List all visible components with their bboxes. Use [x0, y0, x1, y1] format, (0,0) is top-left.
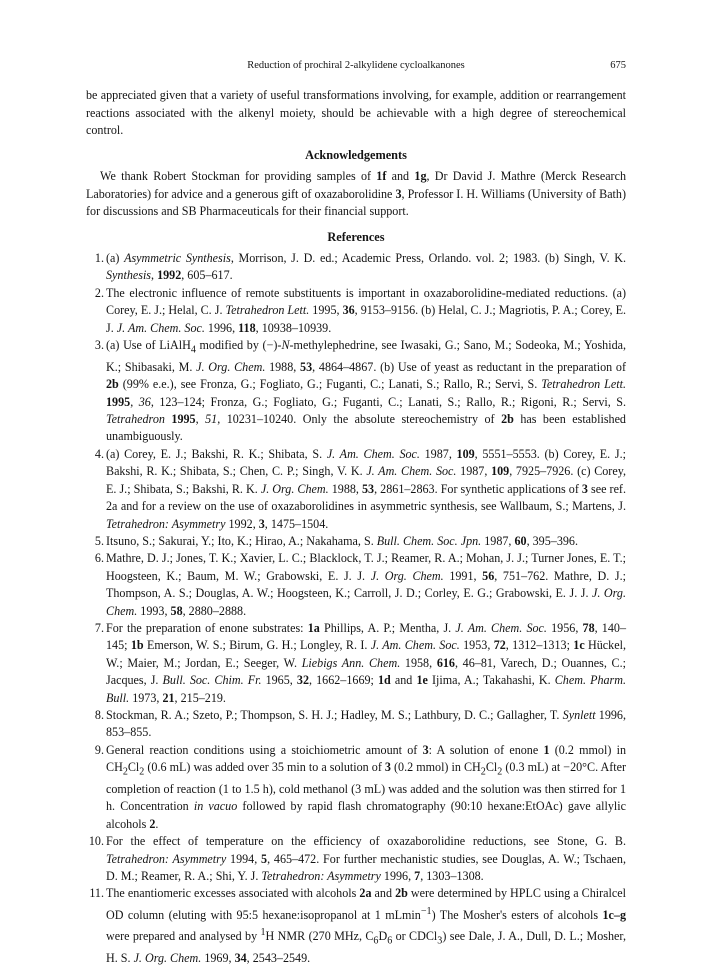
- reference-fragment: Liebigs Ann. Chem.: [301, 655, 401, 670]
- reference-fragment: 3: [258, 516, 265, 531]
- reference-fragment: J. Am. Chem. Soc.: [366, 464, 457, 479]
- reference-fragment: 72: [493, 638, 506, 653]
- reference-fragment: 1996,: [204, 320, 239, 335]
- reference-fragment: has been established unambiguously.: [106, 412, 626, 444]
- reference-fragment: 1e: [416, 673, 428, 688]
- reference-number: 3 .: [86, 337, 104, 354]
- reference-fragment: 1a: [307, 620, 320, 635]
- reference-fragment: 1953,: [459, 638, 494, 653]
- reference-item: [86, 446, 626, 533]
- reference-fragment: 36: [138, 394, 151, 409]
- reference-text: [106, 250, 626, 285]
- reference-fragment: J. Am. Chem. Soc.: [370, 638, 460, 653]
- reference-fragment: 2: [139, 766, 145, 778]
- reference-fragment: , 2861–2863. For synthetic applications of: [374, 481, 582, 496]
- reference-item: [86, 533, 626, 550]
- reference-fragment: , 2880–2888.: [182, 603, 247, 618]
- reference-fragment: , 10938–10939.: [255, 320, 332, 335]
- reference-fragment: Tetrahedron: Asymmetry: [106, 516, 226, 531]
- reference-fragment: 3: [437, 935, 443, 947]
- reference-fragment: , 605–617.: [181, 268, 233, 283]
- reference-fragment: 1995: [171, 412, 196, 427]
- reference-fragment: General reaction conditions using a stoichiometric amount of: [106, 742, 423, 757]
- acknowledgements-paragraph: [86, 168, 626, 221]
- reference-fragment: 1995: [106, 394, 131, 409]
- running-head: [86, 60, 626, 76]
- reference-fragment: , 2543–2549.: [246, 951, 311, 966]
- reference-fragment: or CDCl: [392, 929, 438, 944]
- reference-number: 7 .: [86, 620, 104, 637]
- reference-fragment: 36: [342, 303, 355, 318]
- reference-fragment: , 1475–1504.: [264, 516, 329, 531]
- reference-fragment: 616: [436, 655, 455, 670]
- reference-fragment: 1965,: [261, 673, 297, 688]
- reference-fragment: Synthesis: [106, 268, 152, 283]
- reference-fragment: N: [281, 338, 290, 353]
- reference-fragment: (a): [106, 251, 125, 265]
- reference-fragment: (0.2 mmol) in CH: [106, 742, 626, 775]
- reference-fragment: J. Org. Chem.: [196, 359, 266, 374]
- reference-item: [86, 885, 626, 967]
- reference-fragment: Mathre, D. J.; Jones, T. K.; Xavier, L. C.; Blacklock, T. J.; Reamer, R. A.; Mohan, J. J.; Turner Jones, E. T.; Hoogsteen, K.; Baum, M. W.; Grabowski, E. J. J.: [106, 551, 626, 583]
- reference-fragment: Tetrahedron Lett.: [225, 303, 310, 318]
- reference-fragment: : A solution of enone: [428, 742, 544, 757]
- reference-fragment: 3: [581, 481, 588, 496]
- reference-fragment: , 10231–10240. Only the absolute stereochemistry of: [217, 412, 502, 427]
- reference-fragment: 3: [422, 742, 429, 757]
- reference-fragment: , Morrison, J. D. ed.; Academic Press, Orlando. vol. 2; 1983. (b) Singh, V. K.: [230, 251, 626, 265]
- reference-fragment: 1996, 853–855.: [106, 707, 626, 740]
- reference-fragment: , 465–472. For further mechanistic studies, see Douglas, A. W.; Tschaen, D. M.; Reamer, R. A.; Shi, Y. J.: [106, 851, 626, 884]
- reference-fragment: modified by (−)-: [195, 338, 282, 353]
- compound-label: 1f: [376, 169, 387, 183]
- reference-fragment: The enantiomeric excesses associated with alcohols: [106, 886, 360, 901]
- reference-fragment: , 7925–7926. (c) Corey, E. J.; Shibata, S.; Bakshi, R. K.: [106, 464, 626, 496]
- reference-item: [86, 337, 626, 446]
- reference-fragment: Tetrahedron Lett.: [541, 377, 626, 392]
- reference-fragment: J. Org. Chem.: [133, 951, 202, 966]
- reference-fragment: .: [155, 816, 159, 831]
- reference-text: [106, 533, 626, 550]
- reference-item: [86, 620, 626, 707]
- reference-fragment: 2b: [501, 412, 514, 427]
- reference-fragment: D: [378, 929, 388, 944]
- reference-fragment: , 46–81, Varech, D.; Ouannes, C.; Jacques, J.: [106, 655, 626, 688]
- reference-fragment: 2: [122, 766, 128, 778]
- reference-fragment: 2a: [359, 886, 372, 901]
- reference-number: 8 .: [86, 707, 104, 724]
- reference-fragment: , 5551–5553. (b) Corey, E. J.; Bakshi, R. K.; Shibata, S.; Chen, C. P.; Singh, V. K.: [106, 446, 626, 479]
- running-head-title: Reduction of prochiral 2-alkylidene cycloalkanones: [247, 60, 465, 71]
- reference-item: [86, 707, 626, 742]
- reference-fragment: 1993,: [137, 603, 171, 618]
- reference-fragment: 7: [414, 869, 421, 884]
- reference-fragment: Cl: [127, 760, 140, 775]
- reference-fragment: 60: [514, 533, 527, 548]
- reference-fragment: 78: [582, 620, 595, 635]
- reference-fragment: , 140–145;: [106, 620, 626, 653]
- reference-fragment: 53: [362, 481, 375, 496]
- reference-item: [86, 742, 626, 833]
- reference-fragment: 1b: [130, 638, 144, 653]
- reference-text: [106, 550, 626, 620]
- reference-fragment: 1992: [157, 268, 182, 283]
- reference-fragment: Tetrahedron: Asymmetry: [106, 851, 227, 866]
- reference-text: [106, 446, 626, 533]
- reference-fragment: 2b: [395, 886, 408, 901]
- reference-fragment: , 215–219.: [174, 690, 226, 705]
- reference-fragment: 6: [387, 935, 393, 947]
- reference-fragment: 1987,: [481, 533, 515, 548]
- reference-fragment: For the effect of temperature on the efficiency of oxazaborolidine reductions, see Stone, G. B.: [106, 834, 626, 849]
- reference-fragment: 109: [456, 446, 475, 461]
- reference-fragment: (a) Use of LiAlH: [106, 338, 191, 353]
- references-heading: References: [327, 230, 385, 244]
- reference-text: [106, 885, 626, 967]
- reference-fragment: 2: [497, 766, 503, 778]
- reference-item: [86, 285, 626, 337]
- reference-text: [106, 620, 626, 707]
- reference-fragment: 1988,: [265, 359, 301, 374]
- reference-fragment: 5: [261, 851, 268, 866]
- reference-item: [86, 550, 626, 620]
- reference-fragment: 6: [373, 935, 379, 947]
- reference-fragment: Chem. Pharm. Bull.: [106, 673, 627, 705]
- reference-fragment: in vacuo: [193, 799, 238, 814]
- compound-label: 1g: [414, 169, 427, 183]
- reference-number: 11 .: [86, 885, 104, 902]
- reference-fragment: Emerson, W. S.; Birum, G. H.; Longley, R. I.: [143, 638, 371, 653]
- compound-label: 3: [395, 186, 402, 201]
- reference-fragment: Stockman, R. A.; Szeto, P.; Thompson, S. H. J.; Hadley, M. S.; Lathbury, D. C.; Gallagher, T.: [106, 707, 563, 722]
- reference-text: [106, 742, 626, 833]
- reference-item: [86, 250, 626, 285]
- reference-fragment: 4: [190, 344, 196, 356]
- reference-fragment: 1988,: [328, 481, 362, 496]
- reference-fragment: 53: [300, 359, 313, 374]
- reference-fragment: 1996,: [380, 869, 415, 884]
- reference-fragment: -methylephedrine, see Iwasaki, G.; Sano, M.; Sodeoka, M.; Yoshida, K.; Shibasaki, M.: [106, 338, 627, 374]
- reference-fragment: were prepared and analysed by: [106, 929, 261, 944]
- reference-fragment: 32: [296, 673, 309, 688]
- reference-fragment: (0.6 mL) was added over 35 min to a solution of: [144, 760, 385, 775]
- reference-fragment: 1992,: [225, 516, 259, 531]
- reference-fragment: , 1303–1308.: [420, 869, 484, 884]
- reference-fragment: 3: [384, 760, 391, 775]
- reference-fragment: J. Am. Chem. Soc.: [326, 446, 420, 461]
- reference-number: 9 .: [86, 742, 104, 759]
- reference-text: [106, 833, 626, 885]
- reference-number: 5 .: [86, 533, 104, 550]
- reference-fragment: Synlett: [562, 707, 596, 722]
- reference-fragment: , 751–762. Mathre, D. J.; Thompson, A. S.; Douglas, A. W.; Hoogsteen, K.; Carroll, J. D.; Corley, E. G.; Grabowski, E. J. J.: [106, 568, 626, 601]
- reference-fragment: ) see Dale, J. A., Dull, D. L.; Mosher, H. S.: [106, 929, 626, 966]
- reference-fragment: 1987,: [419, 446, 457, 461]
- reference-fragment: 109: [491, 464, 510, 479]
- reference-fragment: J. Org. Chem.: [260, 481, 329, 496]
- reference-fragment: 1d: [378, 673, 391, 688]
- reference-fragment: ) The Mosher's esters of alcohols: [431, 907, 603, 922]
- reference-fragment: ,: [151, 268, 158, 283]
- reference-text: [106, 337, 626, 446]
- reference-number: 1 .: [86, 250, 104, 267]
- reference-fragment: and: [371, 886, 396, 901]
- reference-fragment: 21: [162, 690, 175, 705]
- reference-fragment: For the preparation of enone substrates:: [106, 620, 308, 635]
- reference-number: 2 .: [86, 285, 104, 302]
- reference-fragment: were determined by HPLC using a Chiralcel OD column (eluting with 95:5 hexane:isopropanol at 1 mLmin: [106, 886, 627, 922]
- reference-fragment: 1: [543, 742, 550, 757]
- reference-number: 6 .: [86, 550, 104, 567]
- reference-fragment: 1973,: [129, 690, 163, 705]
- ack-text: and: [386, 169, 415, 183]
- reference-fragment: 1958,: [400, 655, 437, 670]
- reference-fragment: (0.3 mL) at −20°C. After completion of reaction (1 to 1.5 h), cold methanol (3 mL) was added and the solution was then stirred for 1 h. Concentration: [106, 760, 626, 814]
- reference-fragment: Ijima, A.; Takahashi, K.: [427, 673, 555, 688]
- reference-fragment: 1: [260, 927, 266, 939]
- reference-fragment: The electronic influence of remote substituents is important in oxazaborolidine-mediated reductions. (a) Corey, E. J.; Helal, C. J.: [106, 285, 626, 318]
- reference-fragment: , 1662–1669;: [309, 673, 378, 688]
- reference-fragment: −1: [420, 905, 432, 917]
- ack-text: , Professor I. H. Williams (University of Bath) for discussions and SB Pharmaceuticals for their financial support.: [86, 186, 626, 219]
- reference-fragment: (99% e.e.), see Fronza, G.; Fogliato, G.; Fuganti, C.; Lanati, S.; Rallo, R.; Servi, S.: [118, 377, 542, 392]
- reference-fragment: Hückel, W.; Maier, M.; Jordan, E.; Seeger, W.: [106, 638, 626, 670]
- reference-fragment: , 4864–4867. (b) Use of yeast as reductant in the preparation of: [312, 359, 626, 374]
- reference-fragment: J. Am. Chem. Soc.: [455, 620, 547, 635]
- reference-fragment: 58: [170, 603, 183, 618]
- reference-fragment: 51: [205, 412, 218, 427]
- reference-fragment: 1c: [573, 638, 585, 653]
- reference-fragment: 2: [149, 816, 156, 831]
- reference-text: [106, 707, 626, 742]
- reference-fragment: 1969,: [201, 951, 235, 966]
- reference-fragment: Asymmetric Synthesis: [124, 251, 231, 265]
- reference-fragment: , 395–396.: [526, 533, 578, 548]
- reference-fragment: Tetrahedron: [106, 412, 165, 427]
- acknowledgements-heading: Acknowledgements: [305, 148, 407, 162]
- ack-text: We thank Robert Stockman for providing samples of: [100, 169, 377, 183]
- reference-fragment: J. Am. Chem. Soc.: [116, 320, 205, 335]
- reference-fragment: ,: [195, 412, 206, 427]
- reference-fragment: Phillips, A. P.; Mentha, J.: [319, 620, 456, 635]
- reference-text: [106, 285, 626, 337]
- reference-fragment: J. Org. Chem.: [370, 568, 444, 583]
- reference-fragment: 118: [238, 320, 256, 335]
- references-list: [86, 250, 626, 968]
- ack-text: , Dr David J. Mathre (Merck Research Laboratories) for advice and a generous gift of oxazaborolidine: [86, 169, 627, 201]
- reference-fragment: 34: [234, 951, 247, 966]
- reference-fragment: see ref. 2a and for a review on the use of oxazaborolidines in asymmetric synthesis, see Wallbaum, S.; Martens, J.: [106, 481, 626, 514]
- reference-fragment: (a) Corey, E. J.; Bakshi, R. K.; Shibata, S.: [106, 446, 327, 461]
- reference-fragment: , 123–124; Fronza, G.; Fogliato, G.; Fuganti, C.; Lanati, S.; Rallo, R.; Rigoni, R.; Servi, S.: [150, 394, 626, 409]
- reference-fragment: 1994,: [226, 851, 262, 866]
- reference-item: [86, 833, 626, 885]
- reference-fragment: , 1312–1313;: [505, 638, 574, 653]
- reference-fragment: (0.2 mmol) in CH: [390, 760, 481, 775]
- reference-fragment: , 9153–9156. (b) Helal, C. J.; Magriotis, P. A.; Corey, E. J.: [106, 303, 627, 335]
- reference-fragment: followed by rapid flash chromatography (90:10 hexane:EtOAc) gave allylic alcohols: [106, 799, 626, 831]
- reference-fragment: Cl: [485, 760, 498, 775]
- reference-fragment: 1991,: [443, 568, 483, 583]
- reference-number: 10 .: [86, 833, 104, 850]
- reference-fragment: Itsuno, S.; Sakurai, Y.; Ito, K.; Hirao, A.; Nakahama, S.: [106, 533, 377, 548]
- reference-fragment: Bull. Chem. Soc. Jpn.: [376, 533, 482, 548]
- reference-fragment: Bull. Soc. Chim. Fr.: [162, 673, 262, 688]
- reference-fragment: 1c–g: [602, 907, 626, 922]
- reference-fragment: 2: [480, 766, 486, 778]
- reference-fragment: 1987,: [456, 464, 492, 479]
- reference-fragment: 2b: [106, 377, 119, 392]
- reference-fragment: 1995,: [309, 303, 343, 318]
- page-number: 675: [610, 60, 626, 71]
- reference-fragment: ,: [130, 394, 139, 409]
- reference-fragment: 1956,: [546, 620, 583, 635]
- reference-fragment: J. Org. Chem.: [106, 586, 626, 618]
- reference-number: 4 .: [86, 446, 104, 463]
- reference-fragment: H NMR (270 MHz, C: [265, 929, 374, 944]
- intro-paragraph: be appreciated given that a variety of useful transformations involving, for example, addition or rearrangement reactions associated with the alkenyl moiety, should be achievable with a high degree of stereochemical control.: [86, 88, 626, 138]
- reference-fragment: and: [390, 673, 417, 688]
- reference-fragment: Tetrahedron: Asymmetry: [261, 869, 381, 884]
- reference-fragment: 56: [482, 568, 495, 583]
